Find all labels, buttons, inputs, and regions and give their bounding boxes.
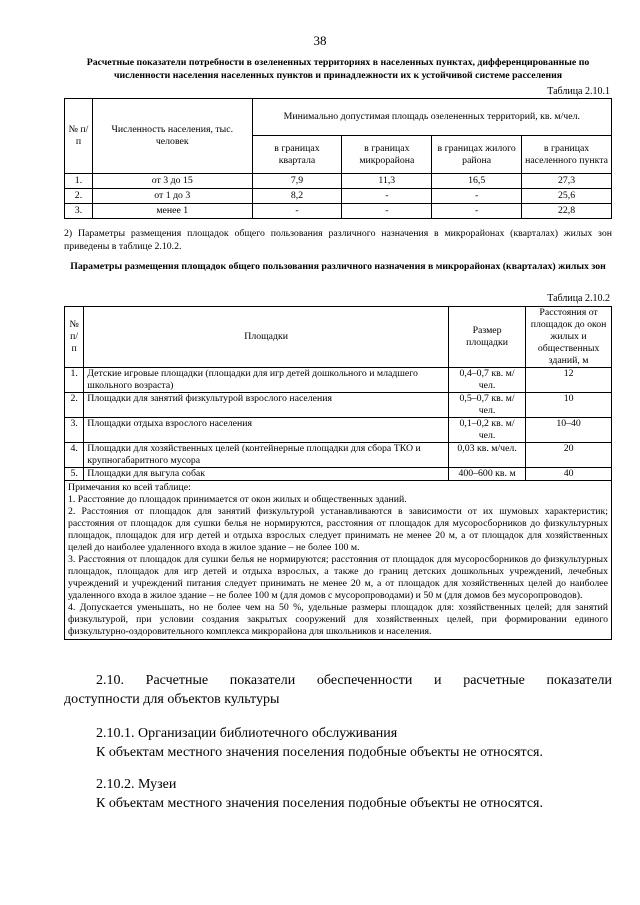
table2-title: Параметры размещения площадок общего пользования различного назначения в микрорайонах (кварталах) жилых зон [70, 261, 606, 272]
distance-cell: 40 [526, 468, 612, 481]
table1-subheader: в границах микрорайона [342, 136, 432, 174]
population-cell: от 3 до 15 [92, 174, 252, 189]
row-number: 2. [65, 393, 84, 418]
table2 [64, 306, 612, 640]
table2-header-distance: Расстояния от площадок до окон жилых и общественных зданий, м [526, 307, 612, 368]
note-item: 3. Расстояния от площадок для сушки белья не нормируются; расстояния от площадок для мусоросборников до физкультурных площадок, площадок для игр детей и отдыха взрослых, а также до границ детских дошкольных учреждений, лечебных учреждений и учреждений питания следует принимать не менее 20 м, а от площадок для хозяйственных целей до наиболее удаленного входа в жилое здание – не более 100 м (для домов с мусоропроводами) и 50 м (для домов без мусоропроводов). [68, 554, 608, 601]
distance-cell: 10 [526, 393, 612, 418]
table-row [65, 418, 612, 443]
table-row [65, 468, 612, 481]
table1-title: Расчетные показатели потребности в озелененных территориях в населенных пунктах, дифференцированные по численности населения населенных пунктов и принадлежности их к устойчивой системе расселения [86, 57, 590, 81]
value-cell: - [432, 189, 522, 204]
table-row [65, 393, 612, 418]
size-cell: 0,5–0,7 кв. м/чел. [448, 393, 525, 418]
table1-header-population: Численность населения, тыс. человек [92, 99, 252, 174]
table1-header-group: Минимально допустимая площадь озелененных территорий, кв. м/чел. [252, 99, 611, 136]
value-cell: 27,3 [522, 174, 612, 189]
table1-header-num: № п/п [65, 99, 93, 174]
subsection-1-text: К объектам местного значения поселения подобные объекты не относятся. [96, 745, 543, 760]
table-row [65, 189, 612, 204]
site-cell: Площадки отдыха взрослого населения [84, 418, 449, 443]
value-cell: 22,8 [522, 204, 612, 219]
value-cell: 25,6 [522, 189, 612, 204]
value-cell: - [342, 189, 432, 204]
note-2: 2) Параметры размещения площадок общего пользования различного назначения в микрорайонах (кварталах) жилых зон приведены в таблице 2.10.2. [64, 228, 612, 252]
distance-cell: 12 [526, 368, 612, 393]
table2-header-site: Площадки [84, 307, 449, 368]
row-number: 1. [65, 368, 84, 393]
value-cell: 7,9 [252, 174, 342, 189]
value-cell: 16,5 [432, 174, 522, 189]
table2-notes-row [65, 481, 612, 640]
site-cell: Детские игровые площадки (площадки для игр детей дошкольного и младшего школьного возраста) [84, 368, 449, 393]
subsection-1-title: 2.10.1. Организации библиотечного обслуживания [96, 726, 398, 741]
row-number: 3. [65, 418, 84, 443]
table1 [64, 98, 612, 219]
site-cell: Площадки для занятий физкультурой взрослого населения [84, 393, 449, 418]
table1-subheader: в границах населенного пункта [522, 136, 612, 174]
value-cell: - [342, 204, 432, 219]
row-number: 3. [65, 204, 93, 219]
size-cell: 400–600 кв. м [448, 468, 525, 481]
table-row [65, 443, 612, 468]
table1-subheader: в границах квартала [252, 136, 342, 174]
table2-header-row [65, 307, 612, 368]
value-cell: - [252, 204, 342, 219]
subsection-2-text: К объектам местного значения поселения подобные объекты не относятся. [96, 796, 543, 811]
page-number: 38 [313, 33, 327, 48]
table2-header-size: Размер площадки [448, 307, 525, 368]
section-heading-line2: доступности для объектов культуры [64, 692, 280, 707]
distance-cell: 20 [526, 443, 612, 468]
row-number: 2. [65, 189, 93, 204]
section-heading-line1: 2.10. Расчетные показатели обеспеченности и расчетные показатели [96, 673, 612, 688]
population-cell: менее 1 [92, 204, 252, 219]
distance-cell: 10–40 [526, 418, 612, 443]
site-cell: Площадки для хозяйственных целей (контейнерные площадки для сбора ТКО и крупногабаритного мусора [84, 443, 449, 468]
note-item: 2. Расстояния от площадок для занятий физкультурой устанавливаются в зависимости от их шумовых характеристик; расстояния от площадок для сушки белья не нормируются, расстояния от площадок для мусоросборников до физкультурных площадок, площадок для игр детей и отдыха взрослых следует принимать не менее 20 м, а от площадок для хозяйственных целей до наиболее удаленного входа в жилое здание – не более 100 м. [68, 506, 608, 553]
table-row [65, 368, 612, 393]
subsection-2-title: 2.10.2. Музеи [96, 777, 177, 792]
value-cell: - [432, 204, 522, 219]
note-item: 1. Расстояние до площадок принимается от окон жилых и общественных зданий. [68, 494, 407, 505]
row-number: 4. [65, 443, 84, 468]
size-cell: 0,4–0,7 кв. м/чел. [448, 368, 525, 393]
table2-label: Таблица 2.10.2 [547, 293, 610, 304]
table1-label: Таблица 2.10.1 [547, 86, 610, 97]
row-number: 5. [65, 468, 84, 481]
size-cell: 0,1–0,2 кв. м/чел. [448, 418, 525, 443]
population-cell: от 1 до 3 [92, 189, 252, 204]
notes-heading: Примечания ко всей таблице: [68, 482, 191, 493]
row-number: 1. [65, 174, 93, 189]
value-cell: 11,3 [342, 174, 432, 189]
table-row [65, 174, 612, 189]
note-item: 4. Допускается уменьшать, но не более чем на 50 %, удельные размеры площадок для: хозяйственных целей; для занятий физкультурой, при условии создания закрытых сооружений для хозяйственных целей, при формировании единого физкультурно-оздоровительного комплекса микрорайона для школьников и населения. [68, 602, 608, 637]
table2-notes [65, 481, 612, 640]
table2-header-num: № п/п [65, 307, 84, 368]
table1-header-row [65, 99, 612, 136]
section-heading [64, 671, 612, 709]
size-cell: 0,03 кв. м/чел. [448, 443, 525, 468]
site-cell: Площадки для выгула собак [84, 468, 449, 481]
table-row [65, 204, 612, 219]
table1-subheader: в границах жилого района [432, 136, 522, 174]
value-cell: 8,2 [252, 189, 342, 204]
